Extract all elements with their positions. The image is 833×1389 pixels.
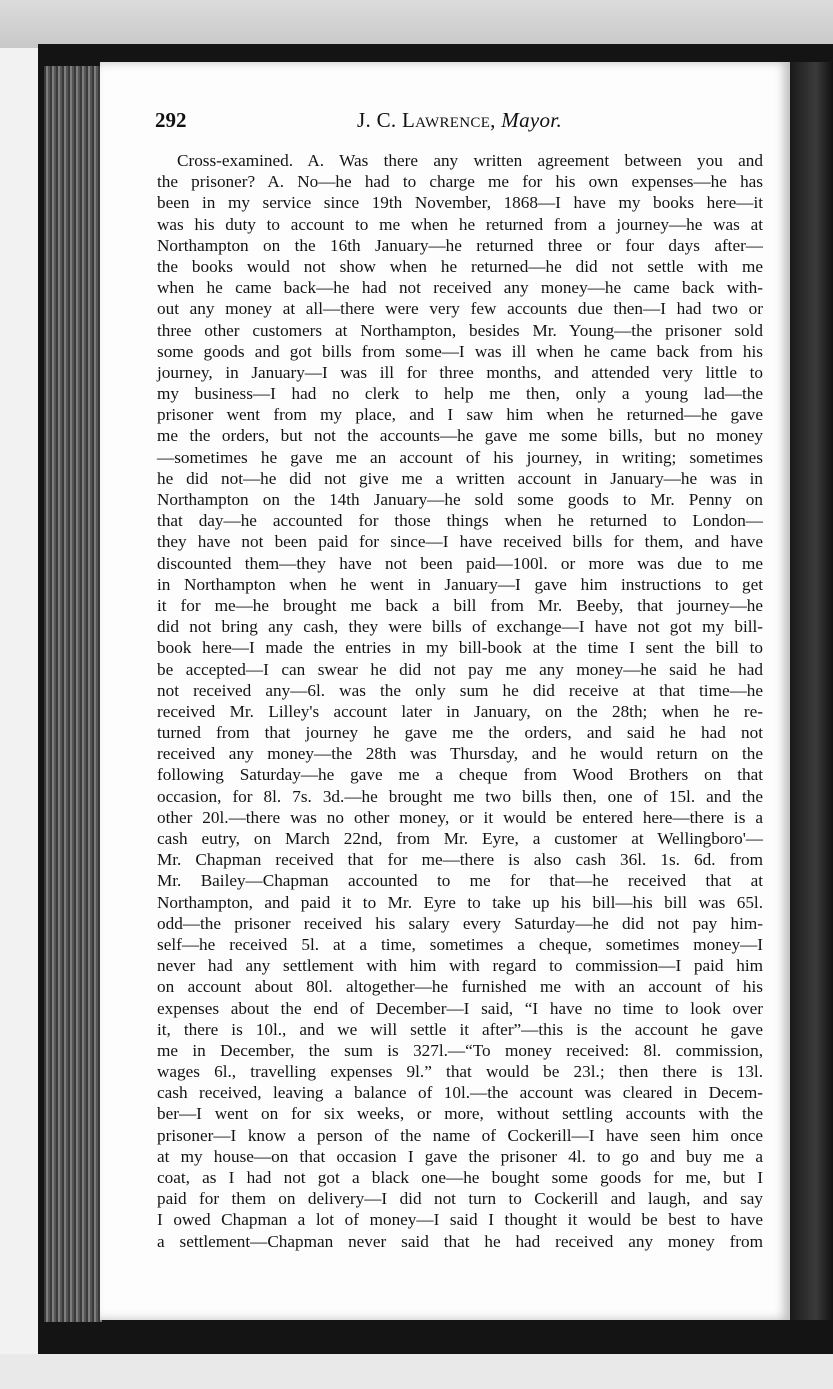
text-line: was his duty to account to me when he returned from a journey—he was at	[157, 214, 763, 234]
scan-background-top	[0, 0, 833, 48]
text-line: never had any settlement with him with regard to commission—I paid him	[157, 956, 763, 976]
text-line: discounted them—they have not been paid—100l. or more was due to me	[157, 553, 763, 573]
text-line: journey, in January—I was ill for three months, and attended very little to	[157, 362, 763, 382]
running-head-name: J. C. Lawrence,	[357, 108, 496, 132]
text-line: expenses about the end of December—I said, “I have no time to look over	[157, 998, 763, 1018]
text-line: they have not been paid for since—I have received bills for them, and have	[157, 532, 763, 552]
text-line: prisoner went from my place, and I saw him when he returned—he gave	[157, 405, 763, 425]
text-line: following Saturday—he gave me a cheque from Wood Brothers on that	[157, 765, 763, 785]
text-line: some goods and got bills from some—I was ill when he came back from his	[157, 341, 763, 361]
text-line: me in December, the sum is 327l.—“To money received: 8l. commission,	[157, 1040, 763, 1060]
text-line: not received any—6l. was the only sum he did receive at that time—he	[157, 680, 763, 700]
text-line: I owed Chapman a lot of money—I said I thought it would be best to have	[157, 1210, 763, 1230]
text-line: the prisoner? A. No—he had to charge me for his own expenses—he has	[157, 172, 763, 192]
text-line: did not bring any cash, they were bills of exchange—I have not got my bill-	[157, 617, 763, 637]
running-head-title: Mayor.	[501, 108, 562, 132]
text-line: a settlement—Chapman never said that he had received any money from	[157, 1231, 763, 1251]
text-line: cash eutry, on March 22nd, from Mr. Eyre, a customer at Wellingboro'—	[157, 829, 763, 848]
text-line: on account about 80l. altogether—he furnished me with an account of his	[157, 977, 763, 997]
body-text	[157, 150, 763, 1252]
text-line: at my house—on that occasion I gave the prisoner 4l. to go and buy me a	[157, 1146, 763, 1166]
text-line: it, there is 10l., and we will settle it after”—this is the account he gave	[157, 1019, 763, 1039]
text-line: self—he received 5l. at a time, sometimes a cheque, sometimes money—I	[157, 934, 763, 954]
scan-background-bottom	[0, 1354, 833, 1389]
text-line: he did not—he did not give me a written account in January—he was in	[157, 468, 763, 488]
book-cover-edge	[790, 62, 833, 1320]
text-line: Northampton, and paid it to Mr. Eyre to take up his bill—his bill was 65l.	[157, 892, 763, 912]
text-line: prisoner—I know a person of the name of Cockerill—I have seen him once	[157, 1125, 763, 1145]
text-line: cash received, leaving a balance of 10l.—the account was cleared in Decem-	[157, 1083, 763, 1103]
text-line: out any money at all—there were very few accounts due then—I had two or	[157, 299, 763, 319]
page-edges	[44, 66, 102, 1322]
text-line: turned from that journey he gave me the orders, and said he had not	[157, 723, 763, 743]
text-line: in Northampton when he went in January—I gave him instructions to get	[157, 574, 763, 594]
text-line: that day—he accounted for those things when he returned to London—	[157, 511, 763, 531]
text-line: wages 6l., travelling expenses 9l.” that would be 23l.; then there is 13l.	[157, 1062, 763, 1082]
text-line: occasion, for 8l. 7s. 3d.—he brought me two bills then, one of 15l. and the	[157, 786, 763, 806]
text-line: when he came back—he had not received any money—he came back with-	[157, 278, 763, 298]
text-line: odd—the prisoner received his salary every Saturday—he did not pay him-	[157, 913, 763, 933]
text-line: paid for them on delivery—I did not turn to Cockerill and laugh, and say	[157, 1189, 763, 1209]
text-line: me the orders, but not the accounts—he gave me some bills, but no money	[157, 426, 763, 446]
text-line: coat, as I had not got a black one—he bought some goods for me, but I	[157, 1168, 763, 1187]
text-line: Mr. Bailey—Chapman accounted to me for that—he received that at	[157, 871, 763, 891]
text-line: other 20l.—there was no other money, or it would be entered here—there is a	[157, 807, 763, 827]
text-line: ber—I went on for six weeks, or more, without settling accounts with the	[157, 1104, 763, 1124]
text-line: my business—I had no clerk to help me then, only a young lad—the	[157, 384, 763, 404]
text-line: —sometimes he gave me an account of his journey, in writing; sometimes	[157, 447, 763, 467]
text-line: the books would not show when he returned—he did not settle with me	[157, 256, 763, 276]
text-line: Northampton on the 16th January—he returned three or four days after—	[157, 235, 763, 255]
text-line: it for me—he brought me back a bill from Mr. Beeby, that journey—he	[157, 595, 763, 615]
text-line: three other customers at Northampton, besides Mr. Young—the prisoner sold	[157, 320, 763, 340]
text-line: received any money—the 28th was Thursday, and he would return on the	[157, 744, 763, 764]
text-line: Northampton on the 14th January—he sold some goods to Mr. Penny on	[157, 490, 763, 509]
text-line: received Mr. Lilley's account later in January, on the 28th; when he re-	[157, 701, 763, 721]
text-line: been in my service since 19th November, 1868—I have my books here—it	[157, 193, 763, 213]
page-number: 292	[155, 108, 187, 132]
text-line: Mr. Chapman received that for me—there is also cash 36l. 1s. 6d. from	[157, 850, 763, 870]
text-line: Cross-examined. A. Was there any written agreement between you and	[177, 151, 763, 170]
text-line: be accepted—I can swear he did not pay me any money—he said he had	[157, 659, 763, 679]
running-head	[357, 108, 562, 133]
text-line: book here—I made the entries in my bill-book at the time I sent the bill to	[157, 638, 763, 658]
